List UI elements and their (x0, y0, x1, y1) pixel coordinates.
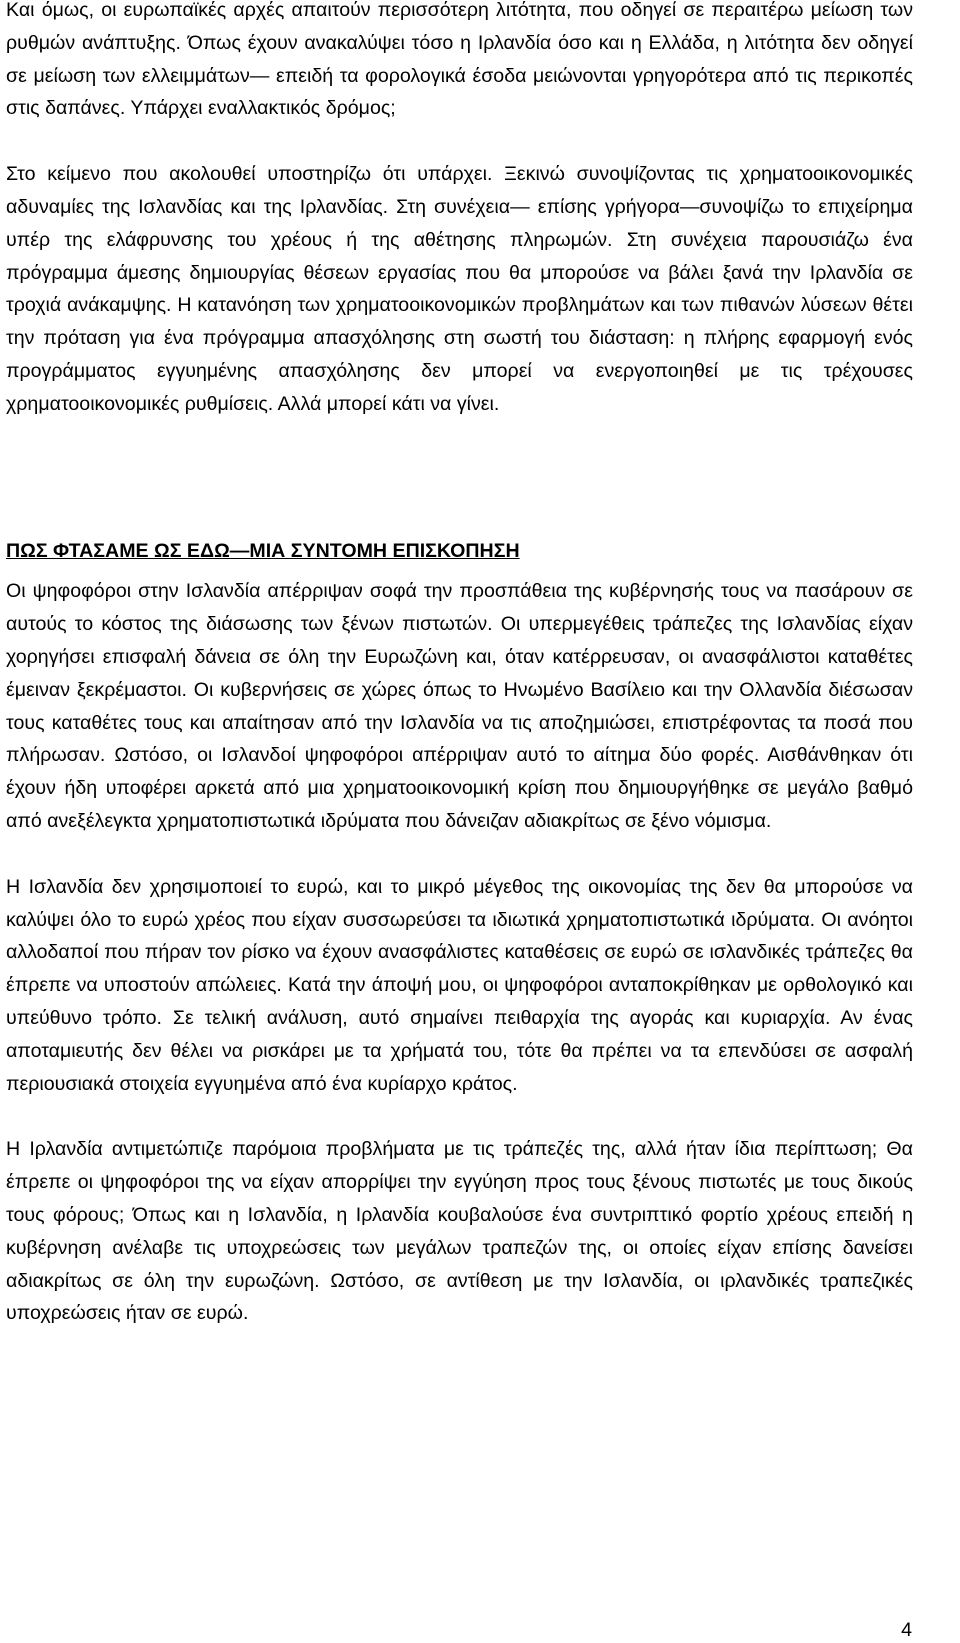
section-heading: ΠΩΣ ΦΤΑΣΑΜΕ ΩΣ ΕΔΩ—ΜΙΑ ΣΥΝΤΟΜΗ ΕΠΙΣΚΟΠΗΣΗ (6, 539, 520, 562)
page-number: 4 (901, 1619, 912, 1641)
paragraph-iceland-euro: Η Ισλανδία δεν χρησιμοποιεί το ευρώ, και το μικρό μέγεθος της οικονομίας της δεν θα μπορούσε να καλύψει όλο το ευρώ χρέος που είχαν συσσωρεύσει τα ιδιωτικά χρηματοπιστωτικά ιδρύματα. Οι ανόητοι αλλοδαποί που πήραν τον ρίσκο να έχουν ανασφάλιστες καταθέσεις σε ευρώ σε ισλανδικές τράπεζες θα έπρεπε να υποστούν απώλειες. Κατά την άποψή μου, οι ψηφοφόροι ανταποκρίθηκαν με ορθολογικό και υπεύθυνο τρόπο. Σε τελική ανάλυση, αυτό σημαίνει πειθαρχία της αγοράς και κυριαρχία. Αν ένας αποταμιευτής δεν θέλει να ρισκάρει με τα χρήματά του, τότε θα πρέπει να τα επενδύσει σε ασφαλή περιουσιακά στοιχεία εγγυημένα από ένα κυρίαρχο κράτος. (6, 875, 913, 1095)
paragraph-iceland-voters: Οι ψηφοφόροι στην Ισλανδία απέρριψαν σοφά την προσπάθεια της κυβέρνησής τους να πασάρουν σε αυτούς το κόστος της διάσωσης των ξένων πιστωτών. Οι υπερμεγέθεις τράπεζες της Ισλανδίας είχαν χορηγήσει επισφαλή δάνεια σε όλη την Ευρωζώνη και, όταν κατέρρευσαν, οι ανασφάλιστοι καταθέτες έμειναν ξεκρέμαστοι. Οι κυβερνήσεις σε χώρες όπως το Ηνωμένο Βασίλειο και την Ολλανδία διέσωσαν τους καταθέτες τους και απαίτησαν από την Ισλανδία να τις αποζημιώσει, επιστρέφοντας τα ποσά που πλήρωσαν. Ωστόσο, οι Ισλανδοί ψηφοφόροι απέρριψαν αυτό το αίτημα δύο φορές. Αισθάνθηκαν ότι έχουν ήδη υποφέρει αρκετά από μια χρηματοοικονομική κρίση που δημιουργήθηκε σε μεγάλο βαθμό από ανεξέλεγκτα χρηματοπιστωτικά ιδρύματα που δάνειζαν αδιακρίτως σε ξένο νόμισμα. (6, 580, 913, 832)
paragraph-ireland: Η Ιρλανδία αντιμετώπιζε παρόμοια προβλήματα με τις τράπεζές της, αλλά ήταν ίδια περίπτωση; Θα έπρεπε οι ψηφοφόροι της να είχαν απορρίψει την εγγύηση προς τους ξένους πιστωτές με τους δικούς τους φόρους; Όπως και η Ισλανδία, η Ιρλανδία κουβαλούσε ένα συντριπτικό φορτίο χρέους επειδή η κυβέρνηση ανέλαβε τις υποχρεώσεις των μεγάλων τραπεζών της, οι οποίες είχαν επίσης δανείσει αδιακρίτως σε όλη την ευρωζώνη. Ωστόσο, σε αντίθεση με την Ισλανδία, οι ιρλανδικές τραπεζικές υποχρεώσεις ήταν σε ευρώ. (6, 1138, 913, 1325)
paragraph-outline: Στο κείμενο που ακολουθεί υποστηρίζω ότι υπάρχει. Ξεκινώ συνοψίζοντας τις χρηματοοικονομικές αδυναμίες της Ισλανδίας και της Ιρλανδίας. Στη συνέχεια— επίσης γρήγορα—συνοψίζω το επιχείρημα υπέρ της ελάφρυνσης του χρέους ή της αθέτησης πληρωμών. Στη συνέχεια παρουσιάζω ένα πρόγραμμα άμεσης δημιουργίας θέσεων εργασίας που θα μπορούσε να βάλει ξανά την Ιρλανδία σε τροχιά ανάκαμψης. Η κατανόηση των χρηματοοικονομικών προβλημάτων και των πιθανών λύσεων θέτει την πρόταση για ένα πρόγραμμα απασχόλησης στη σωστή του διάσταση: η πλήρης εφαρμογή ενός προγράμματος εγγυημένης απασχόλησης δεν μπορεί να ενεργοποιηθεί με τις τρέχουσες χρηματοοικονομικές ρυθμίσεις. Αλλά μπορεί κάτι να γίνει. (6, 163, 913, 415)
paragraph-intro: Και όμως, οι ευρωπαϊκές αρχές απαιτούν περισσότερη λιτότητα, που οδηγεί σε περαιτέρω μείωση των ρυθμών ανάπτυξης. Όπως έχουν ανακαλύψει τόσο η Ιρλανδία όσο και η Ελλάδα, η λιτότητα δεν οδηγεί σε μείωση των ελλειμμάτων— επειδή τα φορολογικά έσοδα μειώνονται γρηγορότερα από τις περικοπές στις δαπάνες. Υπάρχει εναλλακτικός δρόμος; (6, 0, 913, 120)
document-page (6, 0, 913, 1330)
